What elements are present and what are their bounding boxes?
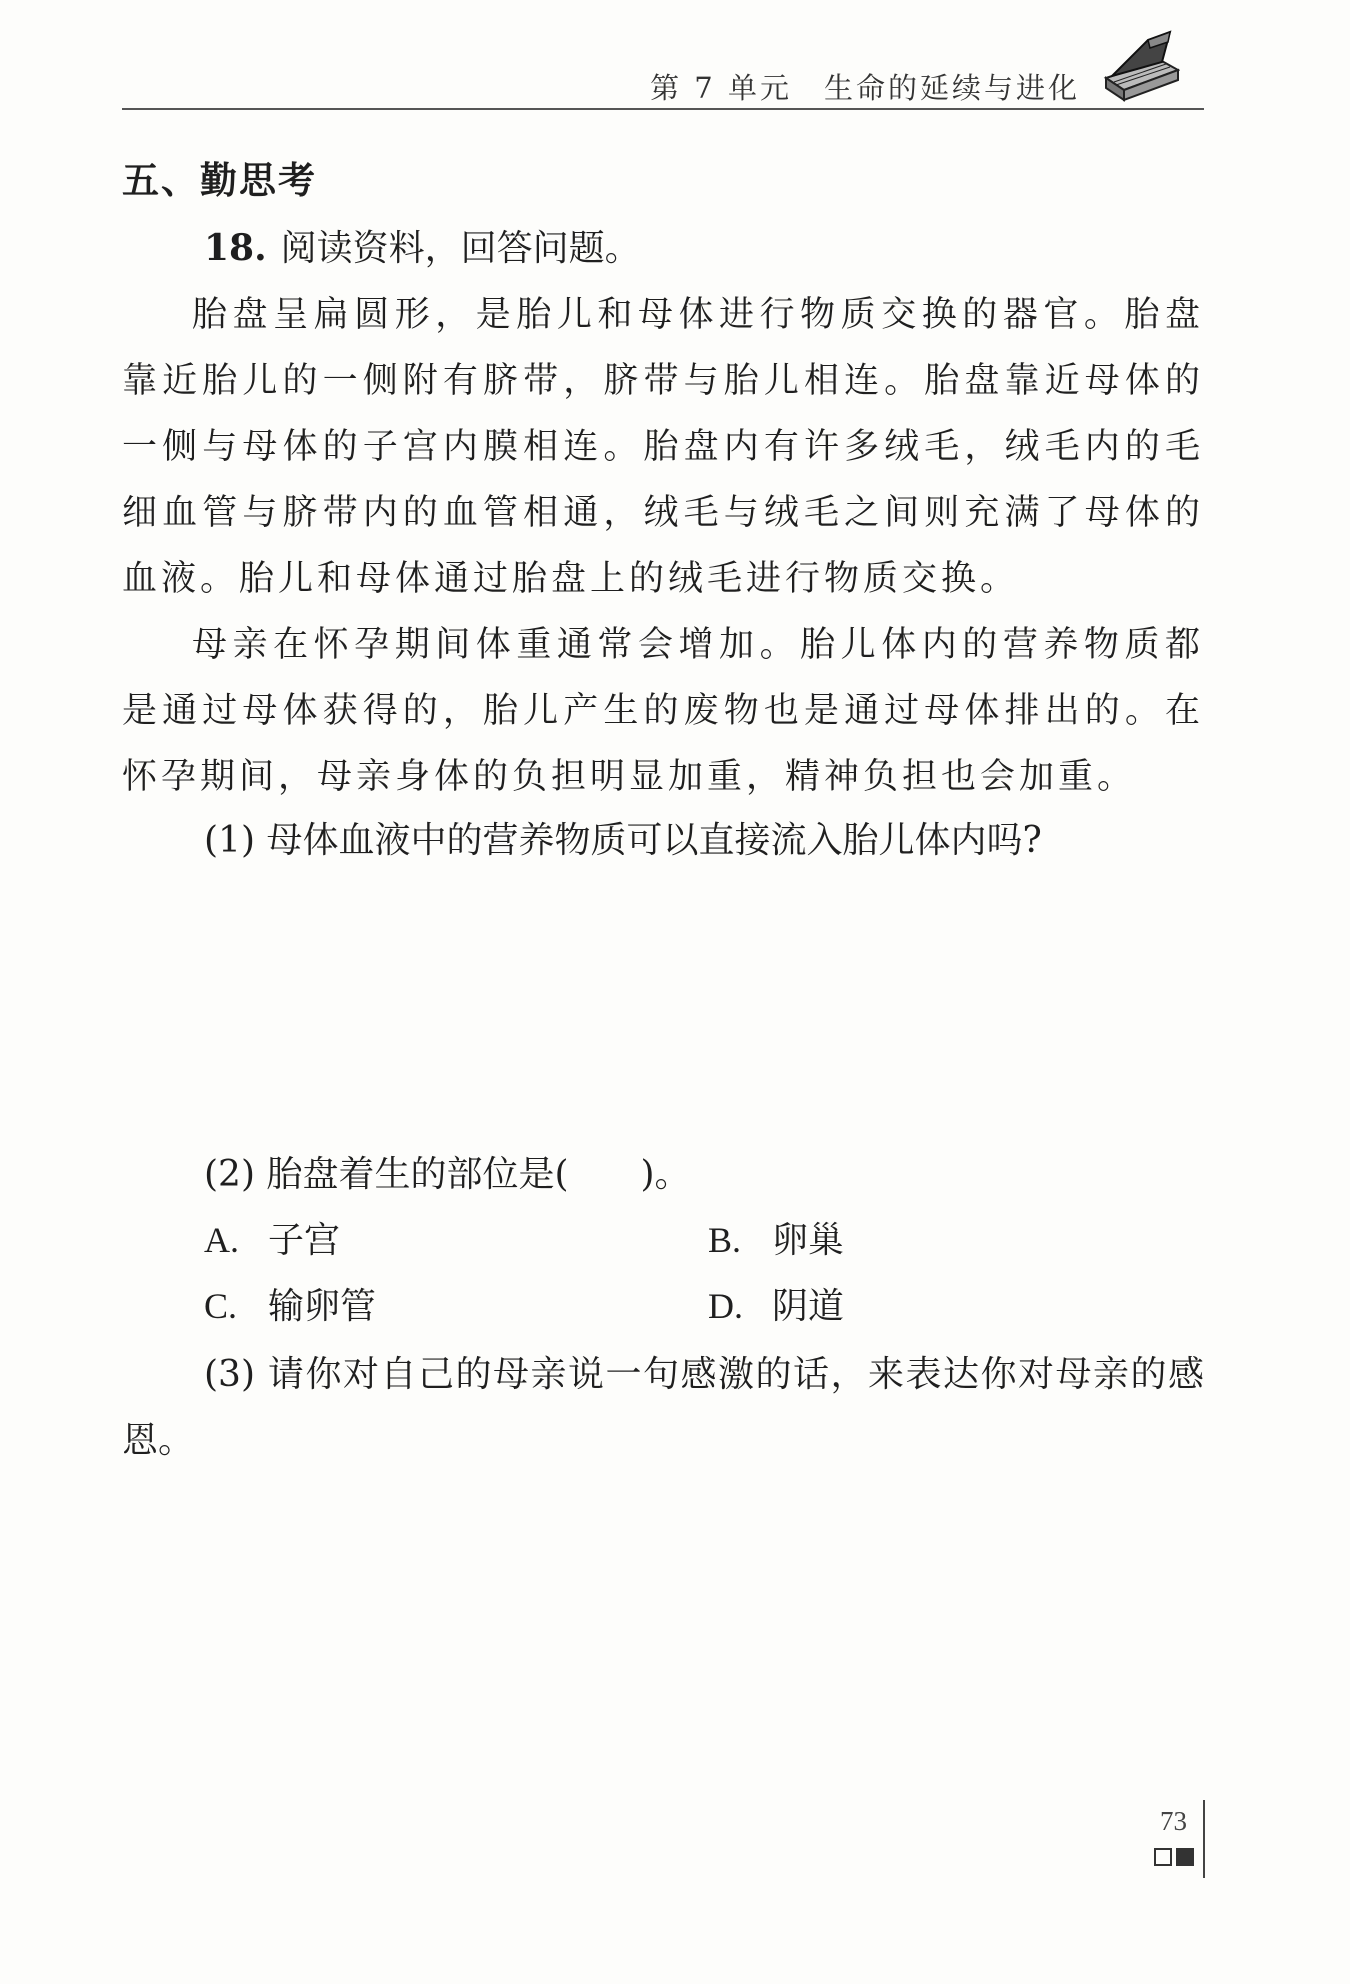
option-text: 子宫: [268, 1220, 341, 1261]
unit-label: 第 7 单元: [650, 71, 792, 105]
running-head: [600, 66, 1080, 107]
filled-square-icon: [1176, 1848, 1194, 1866]
question-number: 18.: [204, 227, 267, 269]
option-text: 卵巢: [772, 1220, 845, 1261]
option-letter: C.: [204, 1286, 238, 1326]
empty-square-icon: [1154, 1848, 1172, 1866]
option-letter: A.: [204, 1220, 239, 1260]
option-d[interactable]: [708, 1278, 844, 1329]
option-letter: D.: [708, 1286, 743, 1326]
reading-paragraph-2: 母亲在怀孕期间体重通常会增加。胎儿体内的营养物质都是通过母体获得的，胎儿产生的废物也是通过母体排出的。在怀孕期间，母亲身体的负担明显加重，精神负担也会加重。: [122, 625, 1204, 797]
option-text: 阴道: [772, 1286, 845, 1327]
option-c[interactable]: [204, 1278, 376, 1329]
sub-question-1: (1) 母体血液中的营养物质可以直接流入胎儿体内吗?: [204, 820, 1042, 861]
header-rule: [122, 108, 1204, 110]
option-text: 输卵管: [268, 1286, 377, 1327]
question-heading: [122, 220, 1204, 271]
sub-question-3: (3) 请你对自己的母亲说一句感激的话，来表达你对母亲的感恩。: [122, 1354, 1204, 1461]
section-title: 五、勤思考: [122, 158, 317, 202]
reading-paragraph-1: 胎盘呈扁圆形，是胎儿和母体进行物质交换的器官。胎盘靠近胎儿的一侧附有脐带，脐带与胎儿相连。胎盘靠近母体的一侧与母体的子宫内膜相连。胎盘内有许多绒毛，绒毛内的毛细血管与脐带内的血管相通，绒毛与绒毛之间则充满了母体的血液。胎儿和母体通过胎盘上的绒毛进行物质交换。: [122, 295, 1204, 599]
option-letter: B.: [708, 1220, 742, 1260]
page-number: 73: [1160, 1806, 1187, 1836]
option-a[interactable]: [204, 1212, 340, 1263]
sub-question-2: (2) 胎盘着生的部位是( )。: [204, 1154, 691, 1195]
option-b[interactable]: [708, 1212, 844, 1263]
book-icon: [1102, 26, 1180, 106]
question-prompt: 阅读资料，回答问题。: [280, 228, 641, 269]
unit-title: 生命的延续与进化: [823, 71, 1080, 105]
footer-rule: [1203, 1800, 1205, 1878]
